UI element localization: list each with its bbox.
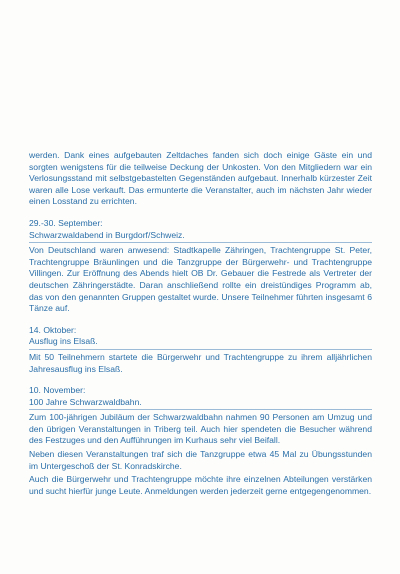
intro-paragraph: werden. Dank eines aufgebauten Zeltdaches fanden sich doch einige Gäste ein und sorgten wenigstens für die teilweise Deckung der Unkosten. Von den Mitgliedern war ein Verlosungsstand mit selbstgebastelten Gegenständen aufgebaut. Innerhalb kürzester Zeit waren alle Lose verkauft. Das ermunterte die Veranstalter, auch im nächsten Jahr wieder einen Losstand zu errichten. — [29, 150, 372, 207]
section-date: 10. November: — [29, 385, 86, 396]
section-paragraph: Mit 50 Teilnehmern startete die Bürgerwehr und Trachtengruppe zu ihrem alljährlichen Jahresausflug ins Elsaß. — [29, 351, 372, 374]
section-november — [29, 385, 372, 497]
section-date: 14. Oktober: — [29, 324, 77, 335]
section-paragraph: Auch die Bürgerwehr und Trachtengruppe möchte ihre einzelnen Abteilungen verstärken und sucht hierfür junge Leute. Anmeldungen werden jederzeit gerne entgegengenommen. — [29, 474, 372, 496]
section-october — [29, 325, 372, 375]
section-paragraph: Neben diesen Veranstaltungen traf sich die Tanzgruppe etwa 45 Mal zu Übungsstunden im Untergeschoß der St. Konradskirche. — [29, 449, 372, 471]
section-date: 29.-30. September: — [29, 217, 103, 228]
section-paragraph: Zum 100-jährigen Jubiläum der Schwarzwaldbahn nahmen 90 Personen am Umzug und den übrigen Veranstaltungen in Triberg teil. Auch hier spendeten die Besucher während des Festzuges und den Aufführungen im Kurhaus sehr viel Beifall. — [29, 412, 372, 446]
section-event-title: 100 Jahre Schwarzwaldbahn. — [29, 397, 372, 411]
section-paragraph: Von Deutschland waren anwesend: Stadtkapelle Zähringen, Trachtengruppe St. Peter, Trachtengruppe Bräunlingen und die Tanzgruppe der Bürgerwehr- und Trachtengruppe Villingen. Zur Eröffnung des Abends hielt OB Dr. Gebauer die Festrede als Vertreter der deutschen Zähringerstädte. Daran anschließend rollte ein dreistündiges Programm ab, das von den genannten Gruppen gestaltet wurde. Unsere Teilnehmer führten insgesamt 6 Tänze auf. — [29, 245, 372, 314]
text-column — [29, 150, 372, 497]
section-september — [29, 218, 372, 315]
section-event-title: Ausflug ins Elsaß. — [29, 336, 372, 350]
section-event-title: Schwarzwaldabend in Burgdorf/Schweiz. — [29, 230, 372, 244]
